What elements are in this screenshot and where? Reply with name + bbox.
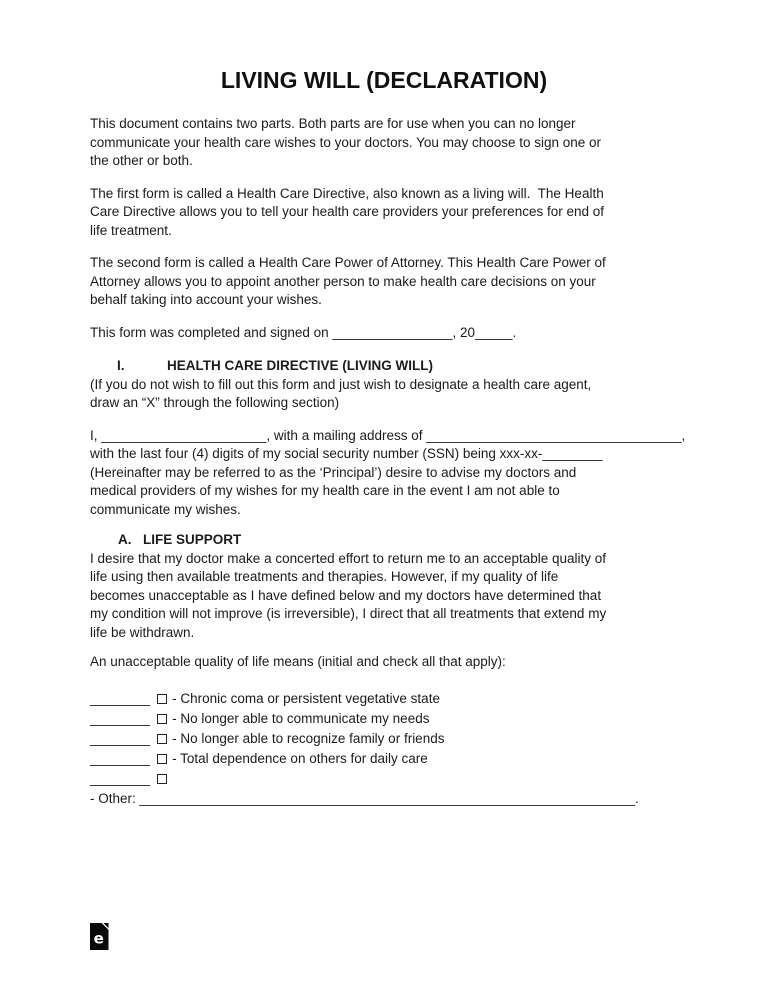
checkbox-list	[90, 689, 678, 809]
eforms-logo	[90, 923, 109, 950]
initials-blank[interactable]: ________	[90, 770, 151, 786]
logo-letter: e	[93, 929, 104, 948]
checkbox-row	[90, 689, 678, 709]
text-line: The second form is called a Health Care Power of Attorney. This Health Care Power of	[90, 255, 606, 270]
checkbox-icon[interactable]	[157, 774, 167, 784]
text-line: life be withdrawn.	[90, 624, 195, 640]
checkbox-separator: -	[172, 750, 181, 766]
initials-blank[interactable]: ________	[90, 690, 151, 706]
text-line: This document contains two parts. Both parts are for use when you can no longer	[90, 116, 576, 131]
text-line: I, ______________________, with a mailing address of __________________________________,	[90, 427, 686, 443]
text-line: life using then available treatments and therapies. However, if my quality of life	[90, 569, 559, 584]
checkbox-separator: -	[172, 730, 181, 746]
checkbox-label: No longer able to communicate my needs	[180, 710, 430, 726]
checkbox-row	[90, 729, 678, 749]
checkbox-row	[90, 749, 678, 769]
checkbox-row	[90, 709, 678, 729]
criteria-intro-line: An unacceptable quality of life means (initial and check all that apply):	[90, 654, 506, 669]
intro-paragraph-2	[90, 185, 678, 241]
checkbox-separator: -	[172, 690, 181, 706]
initials-blank[interactable]: ________	[90, 730, 151, 746]
text-line: medical providers of my wishes for my health care in the event I am not able to	[90, 483, 560, 498]
text-line: draw an “X” through the following section)	[90, 395, 340, 410]
checkbox-icon[interactable]	[157, 714, 167, 724]
text-line: The first form is called a Health Care Directive, also known as a living will. The Health	[90, 185, 604, 201]
text-line: with the last four (4) digits of my social security number (SSN) being xxx-xx-________	[90, 446, 603, 461]
text-line: Attorney allows you to appoint another person to make health care decisions on your	[90, 273, 596, 289]
document-title: LIVING WILL (DECLARATION)	[220, 67, 548, 93]
initials-blank[interactable]: ________	[90, 710, 151, 726]
intro-paragraph-3	[90, 254, 678, 310]
checkbox-separator: -	[90, 790, 99, 806]
text-line: life treatment.	[90, 222, 172, 238]
section-a-number: A.	[118, 532, 132, 547]
section-a-title: LIFE SUPPORT	[143, 532, 242, 547]
text-line: becomes unacceptable as I have defined below and my doctors have determined that	[90, 587, 602, 603]
text-line: behalf taking into account your wishes.	[90, 292, 322, 307]
checkbox-label: Chronic coma or persistent vegetative state	[180, 690, 440, 706]
checkbox-row	[90, 769, 678, 809]
text-line: communicate my wishes.	[90, 501, 241, 517]
text-line: I desire that my doctor make a concerted effort to return me to an acceptable quality of	[90, 550, 607, 566]
intro-paragraph-1	[90, 115, 678, 171]
text-line: communicate your health care wishes to your doctors. You may choose to sign one or	[90, 134, 602, 150]
checkbox-label: No longer able to recognize family or friends	[180, 730, 445, 746]
checkbox-icon[interactable]	[157, 754, 167, 764]
eforms-logo-icon	[90, 923, 109, 950]
principal-paragraph	[90, 427, 686, 520]
text-line: the other or both.	[90, 153, 193, 168]
life-support-paragraph	[90, 550, 678, 643]
checkbox-label: Other:	[98, 790, 136, 806]
checkbox-separator: -	[172, 710, 181, 726]
signed-date-line: This form was completed and signed on ________________, 20_____.	[90, 324, 517, 340]
section-a-heading	[90, 531, 678, 550]
text-line: Care Directive allows you to tell your health care providers your preferences for end of	[90, 204, 604, 219]
section-1-note	[90, 376, 678, 413]
text-line: (If you do not wish to fill out this form and just wish to designate a health care agent,	[90, 376, 592, 392]
text-line: my condition will not improve (is irreversible), I direct that all treatments that extend my	[90, 606, 607, 621]
checkbox-icon[interactable]	[157, 734, 167, 744]
other-fill-blank: __________________________________________________________________.	[135, 790, 639, 806]
checkbox-icon[interactable]	[157, 694, 167, 704]
initials-blank[interactable]: ________	[90, 750, 151, 766]
section-1-title: HEALTH CARE DIRECTIVE (LIVING WILL)	[167, 358, 433, 373]
text-line: (Hereinafter may be referred to as the ‘Principal’) desire to advise my doctors and	[90, 464, 577, 480]
section-1-heading	[90, 357, 678, 376]
checkbox-label: Total dependence on others for daily care	[180, 750, 428, 766]
section-1-number: I.	[117, 358, 125, 373]
